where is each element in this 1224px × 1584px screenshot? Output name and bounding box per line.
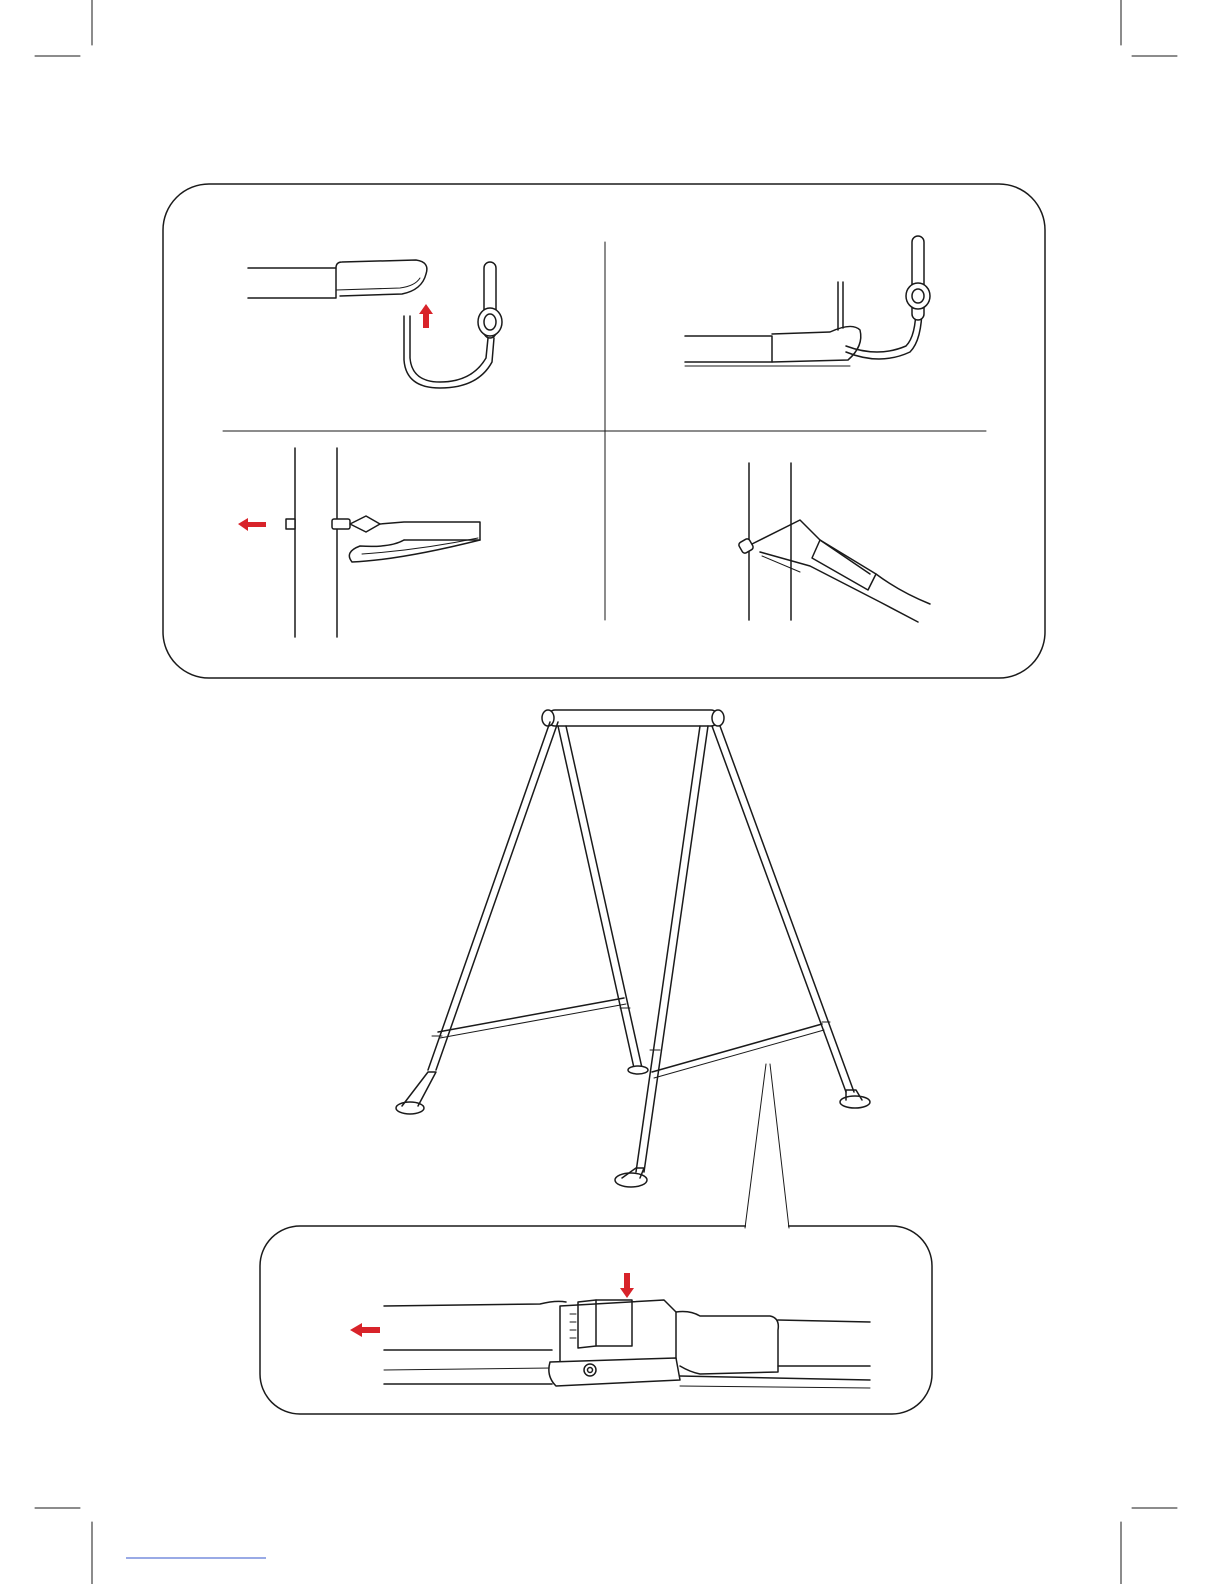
a-frame-stand — [396, 710, 870, 1228]
steps-panel — [163, 184, 1045, 678]
arrow-down-icon — [620, 1273, 634, 1298]
foot-back-right — [840, 1096, 870, 1108]
arrow-up-icon — [419, 304, 433, 328]
buckle-icon — [549, 1300, 680, 1386]
arrow-left-icon — [238, 518, 266, 531]
step-strap-loop-lift — [248, 260, 502, 388]
foot-front-right — [615, 1173, 647, 1187]
arrow-left-icon — [350, 1323, 380, 1337]
top-bar — [548, 710, 718, 726]
step-strap-loop-hooked — [685, 236, 930, 366]
buckle-detail-panel — [260, 1226, 932, 1414]
step-strap-pin-inserted — [738, 463, 930, 622]
step-strap-pin-removed — [238, 448, 480, 637]
